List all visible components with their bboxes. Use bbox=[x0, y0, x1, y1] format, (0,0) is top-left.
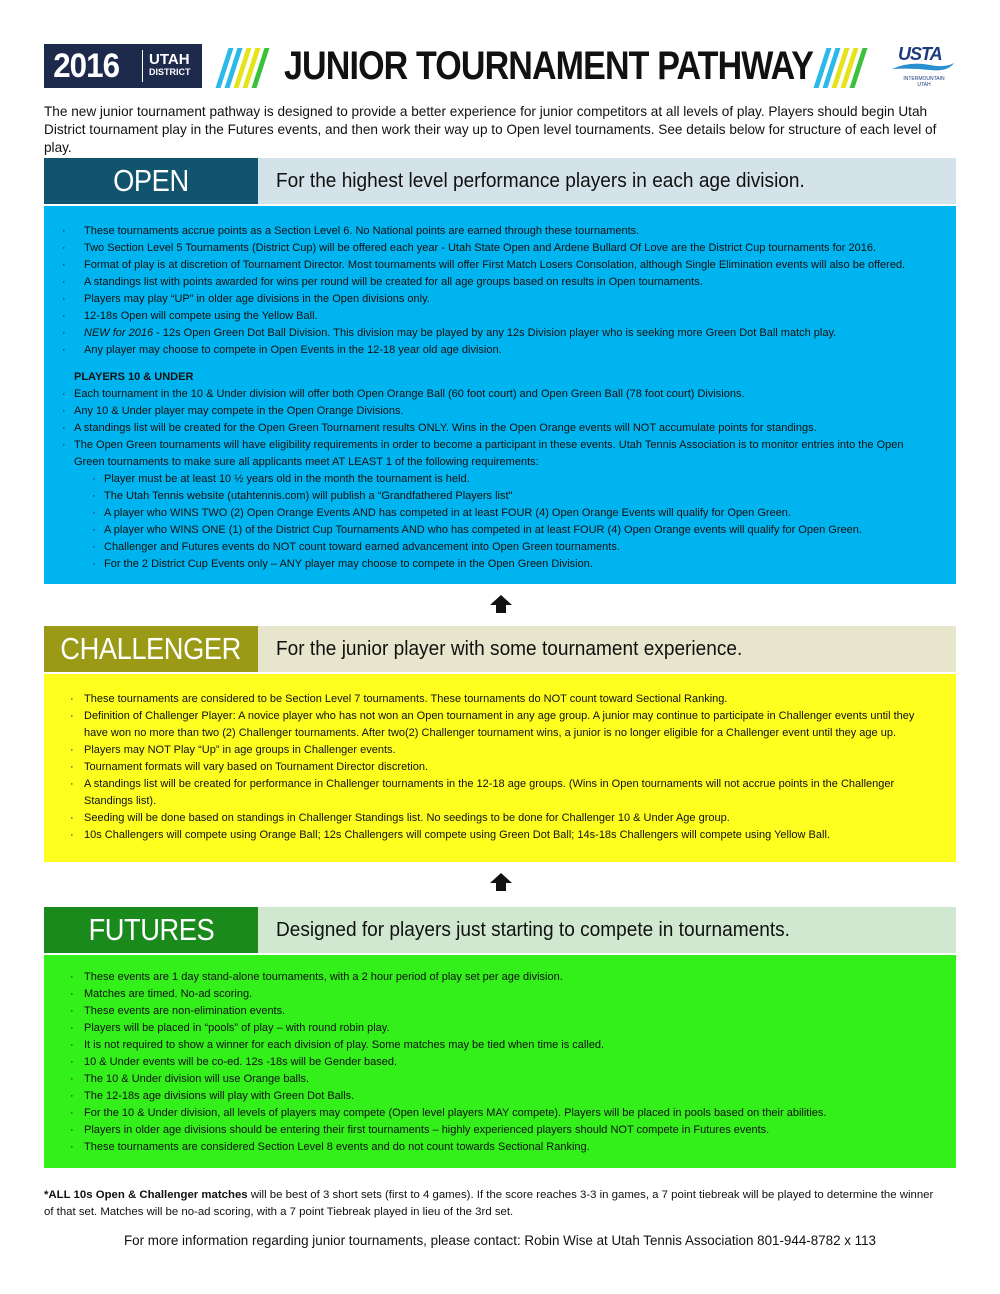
contact-line: For more information regarding junior tournaments, please contact: Robin Wise at Utah Tennis Association 801-944-8782 x 113 bbox=[123, 1233, 877, 1248]
up-arrow-icon bbox=[489, 872, 513, 892]
district-line-2: DISTRICT bbox=[149, 67, 191, 77]
futures-item: · Players will be placed in “pools” of play – with round robin play. bbox=[56, 1020, 956, 1037]
futures-item: · 10 & Under events will be co-ed. 12s -18s will be Gender based. bbox=[56, 1054, 956, 1071]
futures-tagline bbox=[258, 907, 956, 953]
under-list bbox=[44, 386, 956, 471]
footnote-line-1 bbox=[44, 1187, 956, 1204]
requirement-item: · A player who WINS TWO (2) Open Orange Events AND has competed in at least FOUR (4) Open Orange Events will qualify for Open Green. bbox=[44, 505, 956, 522]
under-item: · Any 10 & Under player may compete in the Open Orange Divisions. bbox=[44, 403, 956, 420]
open-label-text: OPEN bbox=[113, 163, 189, 198]
futures-item: · The 12-18s age divisions will play with Green Dot Balls. bbox=[56, 1088, 956, 1105]
futures-item: · These events are 1 day stand-alone tournaments, with a 2 hour period of play set per age division. bbox=[56, 969, 956, 986]
open-label bbox=[44, 158, 258, 204]
intro-paragraph: The new junior tournament pathway is designed to provide a better experience for junior competitors at all levels of play. Players should begin Utah District tournament play in the Futures events, and then work their way up to Open level tournaments. See details below for structure of each level of play. bbox=[44, 104, 937, 155]
under-item: · Each tournament in the 10 & Under division will offer both Open Orange Ball (60 foot court) and Open Green Ball (78 foot court) Divisions. bbox=[44, 386, 956, 403]
requirement-item: · For the 2 District Cup Events only – ANY player may choose to compete in the Open Green Division. bbox=[44, 556, 956, 573]
district-line-1: UTAH bbox=[149, 51, 190, 68]
open-tagline-text: For the highest level performance players in each age division. bbox=[276, 169, 805, 192]
open-item: · These tournaments accrue points as a Section Level 6. No National points are earned through these tournaments. bbox=[44, 223, 956, 240]
footnote bbox=[44, 1187, 956, 1221]
open-item: · Format of play is at discretion of Tournament Director. Most tournaments will offer First Match Losers Consolation, although Single Elimination events will also be offered. bbox=[44, 257, 956, 274]
challenger-item: · Players may NOT Play “Up” in age groups in Challenger events. bbox=[56, 742, 956, 759]
requirement-item: · Challenger and Futures events do NOT count toward earned advancement into Open Green tournaments. bbox=[44, 539, 956, 556]
requirement-item: · A player who WINS ONE (1) of the District Cup Tournaments AND who has competed in at least FOUR (4) Open Orange events will qualify for Open Green. bbox=[44, 522, 956, 539]
futures-label-text: FUTURES bbox=[88, 912, 214, 947]
usta-swoosh-icon bbox=[890, 60, 956, 74]
open-item-new bbox=[44, 325, 956, 342]
footnote-line-2: of that set. Matches will be no-ad scoring, with a 7 point Tiebreak played in lieu of the 3rd set. bbox=[44, 1206, 514, 1218]
futures-item: · It is not required to show a winner for each division of play. Some matches may be tied when time is called. bbox=[56, 1037, 956, 1054]
futures-section-body bbox=[44, 955, 956, 1168]
requirements-list bbox=[44, 471, 956, 573]
requirement-item: · The Utah Tennis website (utahtennis.com) will publish a “Grandfathered Players list" bbox=[44, 488, 956, 505]
players-10-under-heading: PLAYERS 10 & UNDER bbox=[74, 371, 194, 383]
open-item: · Any player may choose to compete in Open Events in the 12-18 year old age division. bbox=[44, 342, 956, 359]
challenger-item: · Tournament formats will vary based on Tournament Director discretion. bbox=[56, 759, 956, 776]
open-item: · Two Section Level 5 Tournaments (District Cup) will be offered each year - Utah State Open and Ardene Bullard Of Love are the District Cup tournaments for 2016. bbox=[44, 240, 956, 257]
open-list bbox=[44, 223, 956, 359]
challenger-tagline-text: For the junior player with some tournament experience. bbox=[276, 637, 743, 660]
page-title: JUNIOR TOURNAMENT PATHWAY bbox=[284, 44, 814, 88]
under-item-green bbox=[44, 437, 956, 471]
futures-item: · The 10 & Under division will use Orange balls. bbox=[56, 1071, 956, 1088]
under-item: · A standings list will be created for the Open Green Tournament results ONLY. Wins in the Open Orange events will NOT accumulate points for standings. bbox=[44, 420, 956, 437]
futures-tagline-text: Designed for players just starting to compete in tournaments. bbox=[276, 918, 790, 941]
year-badge bbox=[44, 44, 202, 88]
challenger-item: · 10s Challengers will compete using Orange Ball; 12s Challengers will compete using Green Dot Ball; 14s-18s Challengers will compete using Yellow Ball. bbox=[56, 827, 956, 844]
footnote-bold: *ALL 10s Open & Challenger matches bbox=[44, 1189, 248, 1201]
usta-logo-text: USTA bbox=[898, 44, 942, 64]
challenger-list bbox=[44, 691, 956, 844]
requirement-item: · Player must be at least 10 ½ years old in the month the tournament is held. bbox=[44, 471, 956, 488]
challenger-item5-line2: Standings list). bbox=[84, 795, 157, 807]
green-line-1: · The Open Green tournaments will have eligibility requirements in order to become a participant in these events. Utah Tennis Association is to monitor entries into the Open bbox=[74, 439, 904, 451]
left-stripes-graphic bbox=[222, 48, 263, 88]
futures-item: · These tournaments are considered Section Level 8 events and do not count towards Sectional Ranking. bbox=[56, 1139, 956, 1156]
usta-sub-line-1: INTERMOUNTAIN bbox=[903, 76, 945, 82]
green-line-2: Green tournaments to make sure all applicants meet AT LEAST 1 of the following requirements: bbox=[74, 456, 539, 468]
challenger-label bbox=[44, 626, 258, 672]
new-prefix: NEW for 2016 bbox=[84, 327, 154, 339]
futures-item: · For the 10 & Under division, all levels of players may compete (Open level players MAY compete). Players will be placed in pools based on their abilities. bbox=[56, 1105, 956, 1122]
open-section-header bbox=[44, 158, 956, 204]
challenger-tagline bbox=[258, 626, 956, 672]
futures-list bbox=[44, 969, 956, 1156]
challenger-item bbox=[56, 776, 956, 810]
challenger-item: · These tournaments are considered to be Section Level 7 tournaments. These tournaments do NOT count toward Sectional Ranking. bbox=[56, 691, 956, 708]
year-text: 2016 bbox=[53, 46, 120, 85]
open-item: · A standings list with points awarded for wins per round will be created for all age groups based on results in Open tournaments. bbox=[44, 274, 956, 291]
footnote-line1-rest: will be best of 3 short sets (first to 4 games). If the score reaches 3-3 in games, a 7 point tiebreak will be played to determine the winner bbox=[247, 1189, 934, 1201]
new-text: - 12s Open Green Dot Ball Division. This division may be played by any 12s Division player who is seeking more Green Dot Ball match play. bbox=[153, 327, 837, 339]
futures-item: · Players in older age divisions should be entering their first tournaments – highly experienced players should NOT compete in Futures events. bbox=[56, 1122, 956, 1139]
usta-logo-subtitle bbox=[896, 76, 952, 88]
futures-item: · Matches are timed. No-ad scoring. bbox=[56, 986, 956, 1003]
challenger-item5-line1: · A standings list will be created for performance in Challenger tournaments in the 12-18 age groups. (Wins in Open tournaments will not accrue points in the Challenger bbox=[84, 778, 895, 790]
district-label bbox=[143, 51, 191, 78]
usta-logo bbox=[890, 44, 956, 92]
futures-label bbox=[44, 907, 258, 953]
open-tagline bbox=[258, 158, 956, 204]
challenger-item2-line1: · Definition of Challenger Player: A novice player who has not won an Open tournament in any age group. A junior may continue to participate in Challenger events until they bbox=[84, 710, 915, 722]
usta-sub-line-2: UTAH bbox=[917, 82, 931, 88]
page-header bbox=[44, 44, 956, 92]
challenger-item: · Seeding will be done based on standings in Challenger Standings list. No seedings to be done for Challenger 10 & Under Age group. bbox=[56, 810, 956, 827]
futures-section-header bbox=[44, 907, 956, 953]
open-item: · 12-18s Open will compete using the Yellow Ball. bbox=[44, 308, 956, 325]
open-section-body bbox=[44, 206, 956, 584]
up-arrow-icon bbox=[489, 594, 513, 614]
challenger-item bbox=[56, 708, 956, 742]
open-item: · Players may play “UP” in older age divisions in the Open divisions only. bbox=[44, 291, 956, 308]
challenger-section-body bbox=[44, 674, 956, 862]
right-stripes-graphic bbox=[820, 48, 861, 88]
challenger-item2-line2: have won no more than two (2) Challenger tournaments. After two(2) Challenger tournament wins, a junior is no longer eligible for a Challenger event until they age up. bbox=[84, 727, 897, 739]
challenger-section-header bbox=[44, 626, 956, 672]
challenger-label-text: CHALLENGER bbox=[60, 631, 242, 666]
futures-item: · These events are non-elimination events. bbox=[56, 1003, 956, 1020]
